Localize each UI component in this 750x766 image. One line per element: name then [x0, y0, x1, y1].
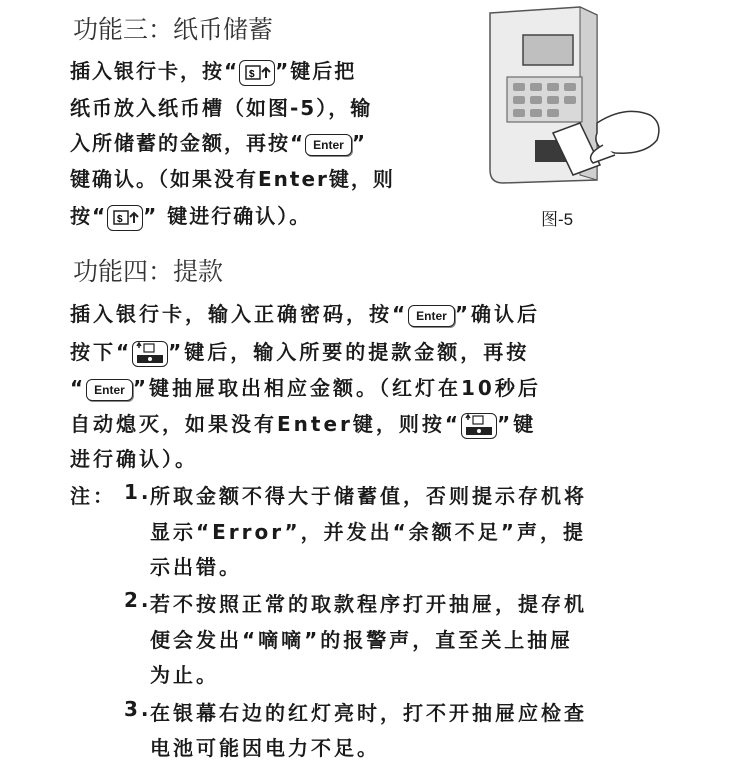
section4-line-5: 进行确认）。: [70, 447, 198, 471]
text-fragment: “: [70, 376, 87, 400]
note-2-line-2: 便会发出“嘀嘀”的报警声，直至关上抽屉: [150, 628, 574, 652]
figure-caption: 图-5: [541, 210, 574, 229]
atm-figure: [485, 5, 675, 205]
section3-line-4: 键确认。（如果没有Enter键，则: [70, 167, 395, 191]
text-fragment: 按下“: [70, 340, 133, 364]
deposit-key-icon: [239, 60, 275, 86]
note-2-number: 2.: [124, 588, 152, 612]
note-1-line-1: 所取金额不得大于储蓄值，否则提示存机将: [150, 484, 587, 508]
note-1-line-3: 示出错。: [150, 555, 242, 579]
text-fragment: ”: [351, 131, 367, 155]
text-fragment: 按“: [70, 204, 108, 228]
text-fragment: ” 键进行确认）。: [143, 204, 312, 228]
text-fragment: 入所储蓄的金额，再按“: [70, 131, 306, 155]
enter-key: Enter: [408, 305, 455, 327]
section3-heading: 功能三：纸币储蓄: [73, 15, 274, 44]
text-fragment: 插入银行卡，输入正确密码，按“: [70, 302, 409, 326]
section3-line-5: [70, 200, 311, 231]
section4-heading: 功能四：提款: [73, 257, 224, 286]
section4-line-3: [70, 372, 541, 401]
note-2-line-1: 若不按照正常的取款程序打开抽屉，提存机: [150, 592, 587, 616]
text-fragment: 插入银行卡，按“: [70, 59, 240, 83]
withdraw-key-icon: [132, 341, 168, 367]
section3-line-1: [70, 55, 356, 86]
note-3-line-1: 在银幕右边的红灯亮时，打不开抽屉应检查: [150, 701, 587, 725]
deposit-key-icon: [107, 205, 143, 231]
note-3-number: 3.: [124, 697, 152, 721]
text-fragment: ”键抽屉取出相应金额。（红灯在10秒后: [132, 376, 541, 400]
text-fragment: ”确认后: [454, 302, 540, 326]
enter-key: Enter: [86, 379, 133, 401]
notes-label: 注：: [70, 484, 116, 508]
section4-line-2: [70, 336, 529, 367]
note-1-number: 1.: [124, 480, 152, 504]
section4-line-4: [70, 408, 536, 439]
note-2-line-3: 为止。: [150, 663, 219, 687]
section4-line-1: [70, 298, 540, 327]
note-3-line-2: 电池可能因电力不足。: [150, 736, 380, 760]
text-fragment: ”键后把: [275, 59, 357, 83]
enter-key: Enter: [305, 134, 352, 156]
atm-illustration: [485, 5, 675, 205]
withdraw-key-icon: [461, 413, 497, 439]
section3-line-3: [70, 127, 367, 156]
text-fragment: ”键: [497, 412, 537, 436]
text-fragment: 自动熄灭，如果没有Enter键，则按“: [70, 412, 462, 436]
note-1-line-2: 显示“Error”，并发出“余额不足”声，提: [150, 520, 586, 544]
section3-line-2: 纸币放入纸币槽（如图-5），输: [70, 96, 373, 120]
text-fragment: ”键后，输入所要的提款金额，再按: [168, 340, 530, 364]
svg-text:$: $: [117, 213, 125, 225]
svg-text:$: $: [249, 68, 257, 80]
